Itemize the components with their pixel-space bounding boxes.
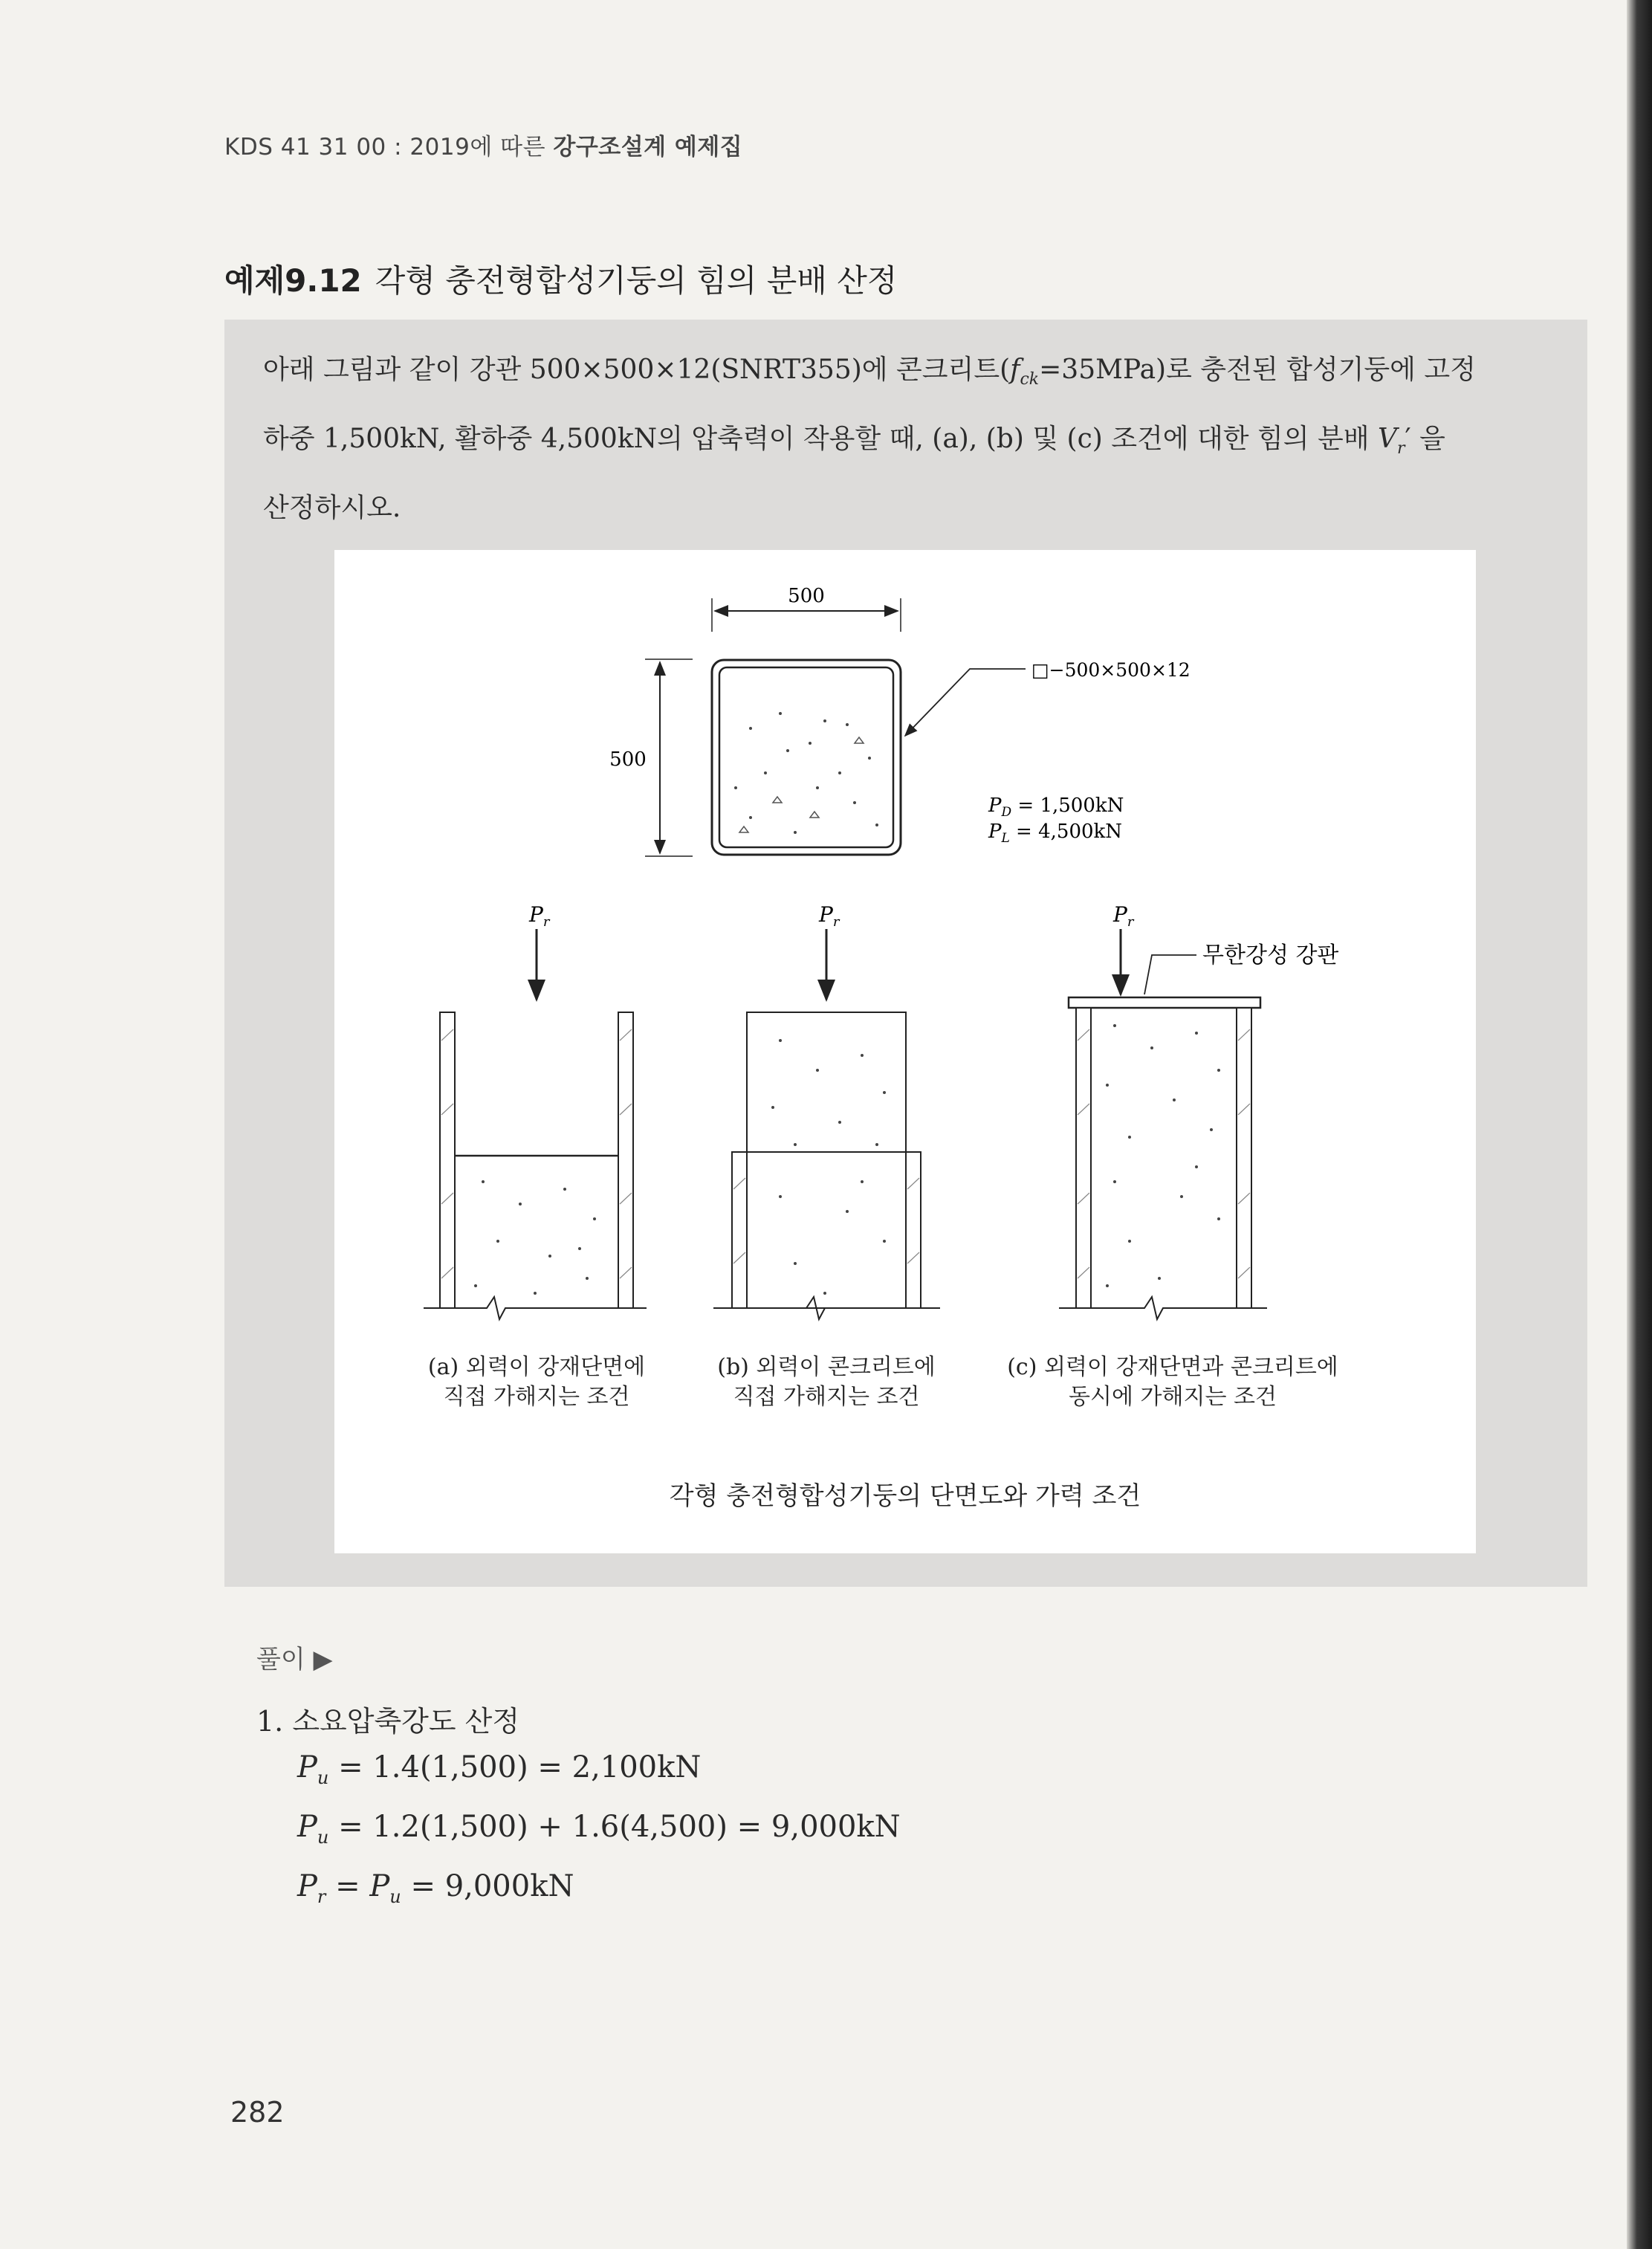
equation-pu-2: $P_u = 1.2(1,500) + 1.6(4,500) = 9,000kN$ (297, 1810, 901, 1848)
height-dimension-label: 500 (609, 748, 647, 771)
case-c-right-wall (1237, 1008, 1251, 1308)
running-header (224, 128, 742, 161)
book-binding-edge (1627, 0, 1652, 2249)
equation-pu-2-rhs: = 1.2(1,500) + 1.6(4,500) = 9,000kN (328, 1810, 901, 1844)
section-leader-line (905, 669, 1026, 736)
rigid-plate-label: 무한강성 강판 (1202, 942, 1339, 968)
example-number: 예제9.12 (224, 262, 362, 299)
problem-line-2-b: ′ 을 (1405, 424, 1445, 455)
equation-pu-1: $P_u = 1.4(1,500) = 2,100kN$ (297, 1750, 702, 1788)
case-c-label-line-2: 동시에 가해지는 조건 (1069, 1384, 1277, 1410)
case-b-left-wall (732, 1152, 747, 1308)
width-dimension-label: 500 (788, 585, 825, 607)
case-a-force-label: $P_r$ (529, 902, 550, 930)
problem-line-1-b: =35MPa)로 충전된 합성기둥에 고정 (1039, 355, 1476, 385)
example-heading (224, 256, 897, 301)
case-c-force-label: $P_r$ (1113, 902, 1134, 930)
case-b-concrete-core (747, 1012, 906, 1308)
case-a-label-line-1: (a) 외력이 강재단면에 (427, 1354, 646, 1380)
running-header-prefix: KDS 41 31 00 : 2019에 따른 (224, 134, 554, 161)
problem-line-2-a: 하중 1,500kN, 활하중 4,500kN의 압축력이 작용할 때, (a), (b) 및 (c) 조건에 대한 힘의 분배 (263, 424, 1378, 455)
section-designation: □−500×500×12 (1031, 659, 1191, 681)
case-b-label-line-1: (b) 외력이 콘크리트에 (717, 1354, 936, 1380)
cross-section (609, 585, 1191, 856)
figure-panel (334, 550, 1476, 1553)
case-a-break-line (424, 1297, 647, 1319)
problem-box (224, 320, 1587, 1587)
rigid-plate-leader (1144, 955, 1196, 994)
step-1-heading: 1. 소요압축강도 산정 (256, 1705, 520, 1738)
equation-pr-rhs: = 9,000kN (401, 1869, 574, 1903)
example-title: 각형 충전형합성기둥의 힘의 분배 산정 (375, 262, 898, 299)
case-a-diagram (424, 902, 647, 1319)
case-a-right-wall (618, 1012, 633, 1308)
concrete-speckle (734, 712, 878, 834)
case-c-rigid-plate (1069, 997, 1260, 1008)
steel-tube-outer (712, 660, 901, 855)
problem-line-1-a: 아래 그림과 같이 강관 500×500×12(SNRT355)에 콘크리트( (263, 355, 1011, 385)
pd-subscript: D (1001, 805, 1012, 820)
case-b-label-line-2: 직접 가해지는 조건 (733, 1384, 920, 1410)
pl-value: = 4,500kN (1009, 821, 1123, 843)
figure-caption: 각형 충전형합성기둥의 단면도와 가력 조건 (669, 1481, 1141, 1511)
solution-label: 풀이 ▶ (256, 1645, 333, 1674)
case-c-label-line-1: (c) 외력이 강재단면과 콘크리트에 (1007, 1354, 1338, 1380)
vr-symbol: V (1378, 424, 1397, 455)
case-a-left-wall (440, 1012, 455, 1308)
case-b-label (670, 1353, 982, 1412)
case-b-diagram (713, 902, 940, 1319)
problem-statement (263, 340, 1556, 538)
problem-line-2 (263, 410, 1556, 479)
case-b-right-wall (906, 1152, 921, 1308)
pd-symbol: P (988, 795, 1002, 817)
steel-tube-inner (719, 667, 893, 847)
equation-pr: $P_r = P_u = 9,000kN$ (297, 1869, 574, 1907)
case-a-label (380, 1353, 693, 1412)
problem-line-1 (263, 340, 1556, 410)
pd-value: = 1,500kN (1011, 795, 1124, 817)
case-c-diagram (1059, 902, 1338, 1319)
problem-line-3: 산정하시오. (263, 493, 401, 524)
pl-symbol: P (988, 821, 1002, 843)
case-c-left-wall (1076, 1008, 1091, 1308)
fck-subscript: ck (1020, 370, 1040, 389)
case-a-label-line-2: 직접 가해지는 조건 (443, 1384, 630, 1410)
live-load-label (988, 821, 1122, 846)
fck-symbol: f (1010, 355, 1020, 385)
case-c-label (979, 1353, 1366, 1412)
equation-pu-1-rhs: = 1.4(1,500) = 2,100kN (328, 1750, 702, 1784)
case-b-force-label: $P_r$ (819, 902, 840, 930)
vr-subscript: r (1397, 439, 1405, 459)
pl-subscript: L (1001, 831, 1010, 846)
dead-load-label (988, 795, 1124, 820)
page-number: 282 (230, 2096, 285, 2129)
running-header-title: 강구조설계 예제집 (553, 134, 743, 161)
